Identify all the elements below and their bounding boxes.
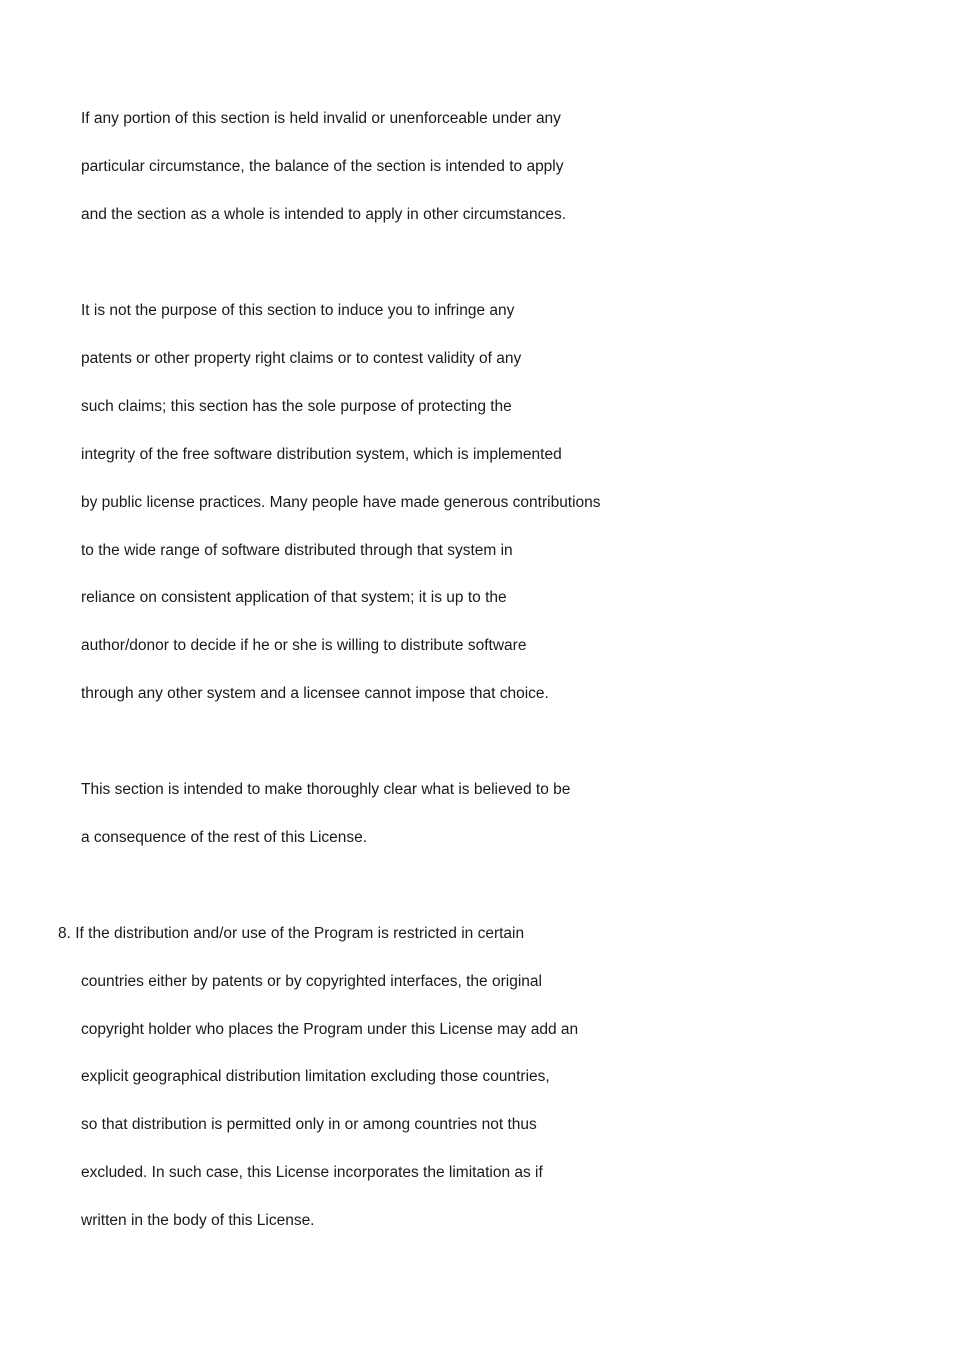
text-line: This section is intended to make thoroughly clear what is believed to be [81, 781, 571, 798]
text-line: explicit geographical distribution limitation excluding those countries, [81, 1068, 550, 1085]
text-line: a consequence of the rest of this License. [81, 829, 368, 846]
text-line: reliance on consistent application of that system; it is up to the [81, 589, 507, 606]
text-line: such claims; this section has the sole purpose of protecting the [81, 398, 512, 415]
text-line: so that distribution is permitted only in or among countries not thus [81, 1116, 537, 1133]
text-line: patents or other property right claims or to contest validity of any [81, 350, 522, 367]
text-line: through any other system and a licensee cannot impose that choice. [81, 685, 549, 702]
text-line: author/donor to decide if he or she is willing to distribute software [81, 637, 527, 654]
text-line: integrity of the free software distribution system, which is implemented [81, 446, 562, 463]
text-line: particular circumstance, the balance of the section is intended to apply [81, 158, 564, 175]
text-line: to the wide range of software distributed through that system in [81, 542, 513, 559]
text-line: written in the body of this License. [81, 1212, 315, 1229]
text-line: and the section as a whole is intended to apply in other circumstances. [81, 206, 567, 223]
text-line: excluded. In such case, this License incorporates the limitation as if [81, 1164, 543, 1181]
section-8-heading-line: 8. If the distribution and/or use of the Program is restricted in certain [58, 925, 525, 942]
text-line: If any portion of this section is held invalid or unenforceable under any [81, 110, 561, 127]
text-line: countries either by patents or by copyrighted interfaces, the original [81, 973, 542, 990]
text-line: copyright holder who places the Program under this License may add an [81, 1021, 579, 1038]
text-line: It is not the purpose of this section to induce you to infringe any [81, 302, 515, 319]
text-line: by public license practices. Many people have made generous contributions [81, 494, 601, 511]
